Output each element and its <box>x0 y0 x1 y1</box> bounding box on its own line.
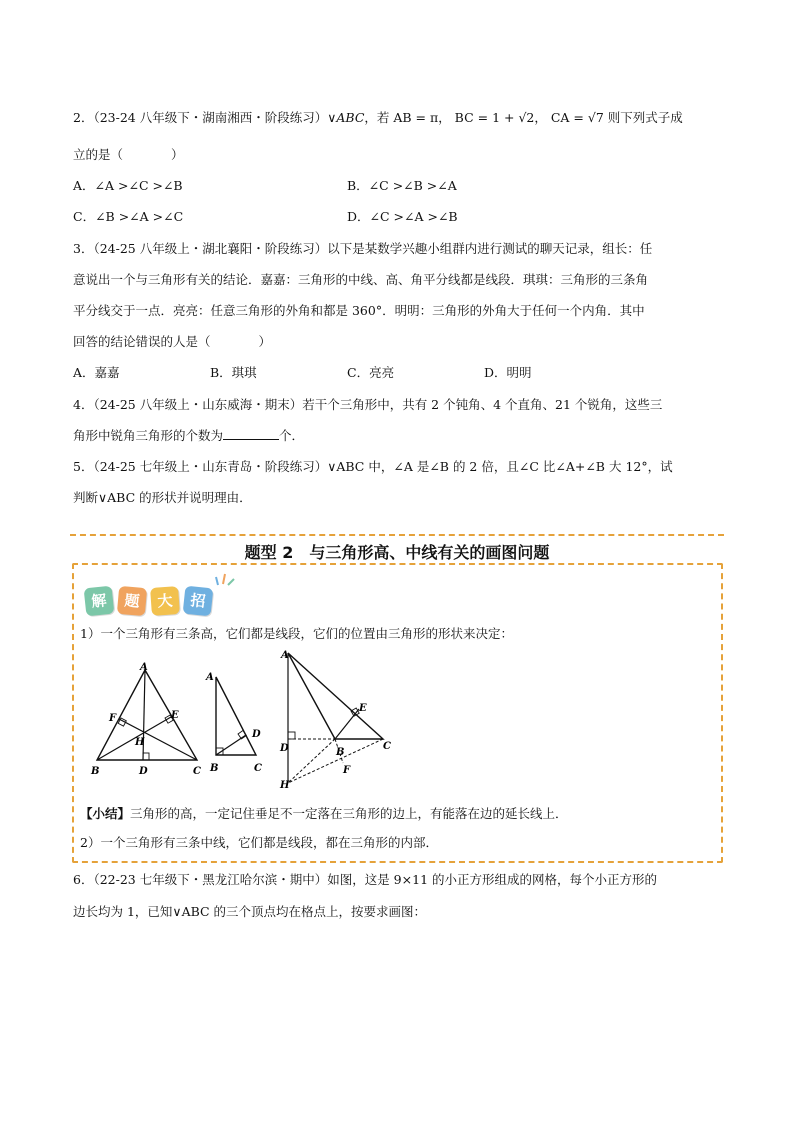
fig1-label-b: B <box>91 766 100 777</box>
fig3-label-d: D <box>280 743 289 754</box>
obtuse-triangle-figure <box>273 645 398 790</box>
tip-line-2: 2）一个三角形有三条中线，它们都是线段，都在三角形的内部． <box>80 835 438 850</box>
fig2-label-a: A <box>206 672 214 683</box>
q4-line2: 角形中锐角三角形的个数为 个． <box>73 428 305 443</box>
q3-line3: 平分线交于一点．亮亮：任意三角形的外角和都是 360°．明明：三角形的外角大于任何一个内角．其中 <box>73 303 645 318</box>
q2-option-a: A．∠A >∠C >∠B <box>73 178 183 193</box>
q3-line1: 3．（24-25 八年级上・湖北襄阳・阶段练习）以下是某数学兴趣小组群内进行测试的聊天记录，组长：任 <box>73 241 653 256</box>
fig1-label-h: H <box>135 737 145 748</box>
fig3-label-f: F <box>343 765 351 776</box>
q4-line1: 4．（24-25 八年级上・山东威海・期末）若干个三角形中，共有 2 个钝角、4 个直角、21 个锐角，这些三 <box>73 397 663 412</box>
section-divider <box>70 534 724 536</box>
badge-jie: 解 <box>84 586 115 617</box>
fig1-label-d: D <box>139 766 148 777</box>
fig3-label-c: C <box>383 741 391 752</box>
fig1-label-f: F <box>109 713 117 724</box>
q2-option-d: D．∠C >∠A >∠B <box>347 209 458 224</box>
q5-line2: 判断∨ABC 的形状并说明理由． <box>73 490 252 505</box>
section-title: 题型 2 与三角形高、中线有关的画图问题 <box>244 543 550 562</box>
fig2-label-c: C <box>254 763 262 774</box>
q2-option-b: B．∠C >∠B >∠A <box>347 178 457 193</box>
fig1-label-c: C <box>193 766 201 777</box>
fig1-label-e: E <box>171 710 179 721</box>
q3-option-a: A．嘉嘉 <box>73 365 120 380</box>
q6-line1: 6．（22-23 七年级下・黑龙江哈尔滨・期中）如图，这是 9×11 的小正方形组成的网格，每个小正方形的 <box>73 872 657 887</box>
fig3-label-a: A <box>281 650 289 661</box>
q6-line2: 边长均为 1，已知∨ABC 的三个顶点均在格点上，按要求画图： <box>73 904 427 919</box>
badge-ti: 题 <box>117 586 147 616</box>
badge-zhao: 招 <box>183 586 214 617</box>
fig3-label-b: B <box>336 747 345 758</box>
fig1-label-a: A <box>140 662 148 673</box>
acute-triangle-figure <box>85 662 205 777</box>
fig3-label-e: E <box>359 703 367 714</box>
q3-line4: 回答的结论错误的人是（ ） <box>73 334 272 349</box>
summary-line: 【小结】三角形的高，一定记住垂足不一定落在三角形的边上，有能落在边的延长线上． <box>80 806 568 821</box>
answer-blank[interactable] <box>223 427 279 440</box>
q3-option-c: C．亮亮 <box>347 365 395 380</box>
badge-da: 大 <box>150 586 180 616</box>
q2-line1: 2．（23-24 八年级下・湖南湘西・阶段练习）∨ABC，若 AB = π， BC = 1 + √2， CA = √7 则下列式子成 <box>73 110 683 125</box>
fig3-label-h: H <box>280 780 290 790</box>
tip-line-1: 1）一个三角形有三条高，它们都是线段，它们的位置由三角形的形状来决定： <box>80 626 513 641</box>
sparkle-icon <box>214 571 236 587</box>
q3-option-d: D．明明 <box>484 365 532 380</box>
fig2-label-d: D <box>252 729 261 740</box>
q2-option-c: C．∠B >∠A >∠C <box>73 209 184 224</box>
q3-line2: 意说出一个与三角形有关的结论．嘉嘉：三角形的中线、高、角平分线都是线段．琪琪：三角形的三条角 <box>73 272 649 287</box>
q2-line2: 立的是（ ） <box>73 147 184 162</box>
q3-option-b: B．琪琪 <box>210 365 257 380</box>
fig2-label-b: B <box>210 763 219 774</box>
q5-line1: 5．（24-25 七年级上・山东青岛・阶段练习）∨ABC 中，∠A 是∠B 的 2 倍，且∠C 比∠A+∠B 大 12°，试 <box>73 459 673 474</box>
right-triangle-figure <box>200 665 275 777</box>
